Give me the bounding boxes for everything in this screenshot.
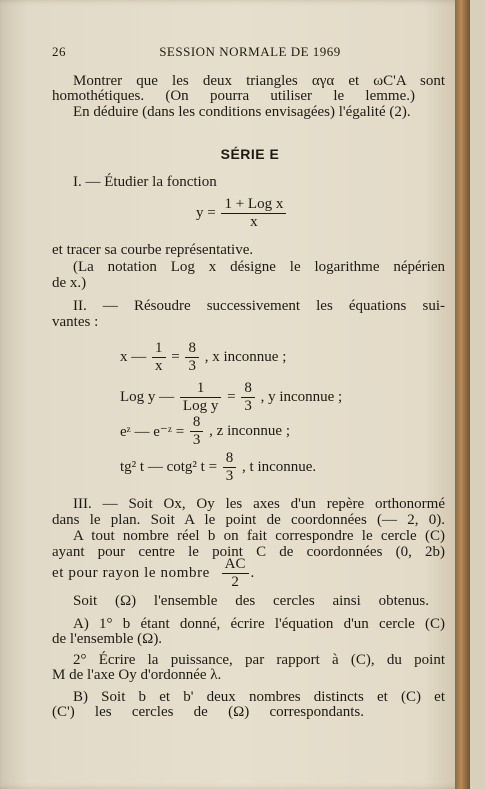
period: . xyxy=(250,565,255,581)
numerator: 1 xyxy=(196,380,205,396)
eq1-equals: = xyxy=(171,349,180,365)
part3-line-6: Soit (Ω) l'ensemble des cercles ainsi obtenus. xyxy=(73,593,429,609)
equation-3 xyxy=(120,414,290,449)
part1-line-1: I. — Étudier la fonction xyxy=(73,174,217,190)
part3-line-3: A tout nombre réel b on fait correspondre le cercle (C) xyxy=(73,528,445,544)
equation-1 xyxy=(120,340,286,375)
numerator: 8 xyxy=(188,340,196,356)
eq2-equals: = xyxy=(227,389,236,405)
equation-2 xyxy=(120,380,342,415)
part3-A1: A) 1° b étant donné, écrire l'équation d'un cercle (C) xyxy=(73,616,445,632)
numerator: 1 xyxy=(155,340,163,356)
part3-line-1: III. — Soit Ox, Oy les axes d'un repère orthonormé xyxy=(73,496,445,512)
part3-A2: de l'ensemble (Ω). xyxy=(52,631,163,647)
equation-4 xyxy=(120,450,316,485)
serie-title: SÉRIE E xyxy=(220,146,280,162)
part1-equation xyxy=(196,196,288,231)
part1-line-2: et tracer sa courbe représentative. xyxy=(52,242,254,258)
part3-B1: B) Soit b et b' deux nombres distincts et (C) et xyxy=(73,689,445,705)
fraction-denominator: x xyxy=(221,213,286,231)
numerator: AC xyxy=(224,556,246,572)
part1-line-3: (La notation Log x désigne le logarithme népérien xyxy=(73,259,445,275)
denominator: 3 xyxy=(185,357,199,375)
numerator: 8 xyxy=(244,380,252,396)
intro-line-1: Montrer que les deux triangles αγα et ωC'A sont xyxy=(73,73,445,89)
intro-line-3: En déduire (dans les conditions envisagées) l'égalité (2). xyxy=(73,104,411,120)
page-edge xyxy=(455,0,470,789)
part3-line-2: dans le plan. Soit A le point de coordonnées (— 2, 0). xyxy=(52,512,445,528)
denominator: 3 xyxy=(190,431,204,449)
denominator: 3 xyxy=(241,397,255,415)
eq4-tail: , t inconnue. xyxy=(242,459,317,475)
denominator: Log y xyxy=(180,397,221,415)
part3-A3: 2° Écrire la puissance, par rapport à (C), du point xyxy=(73,652,445,668)
part3-line-5: et pour rayon le nombre xyxy=(52,565,210,581)
eq1-tail: , x inconnue ; xyxy=(204,349,287,365)
denominator: 3 xyxy=(223,467,237,485)
eq4-lhs: tg² t — cotg² t = xyxy=(120,459,218,475)
part3-A4: M de l'axe Oy d'ordonnée λ. xyxy=(52,667,222,683)
part3-B2: (C') les cercles de (Ω) correspondants. xyxy=(52,704,364,720)
radius-fraction xyxy=(222,556,249,591)
eq3-lhs: eᶻ — e⁻ᶻ = xyxy=(120,424,185,440)
eq1-lhs: x — xyxy=(120,349,147,365)
part3-radius-line xyxy=(52,556,254,591)
fraction-numerator: 1 + Log x xyxy=(224,196,284,212)
denominator: 2 xyxy=(222,573,249,591)
part1-line-4: de x.) xyxy=(52,275,87,291)
eq-lhs: y = xyxy=(196,205,216,221)
eq1-fraction-a xyxy=(152,340,166,375)
eq2-lhs: Log y — xyxy=(120,389,175,405)
eq3-tail: , z inconnue ; xyxy=(209,423,290,439)
part3-line-4: ayant pour centre le point C de coordonnées (0, 2b) xyxy=(52,544,445,560)
intro-line-2: homothétiques. (On pourra utiliser le lemme.) xyxy=(52,88,415,104)
eq4-fraction xyxy=(223,450,237,485)
eq2-fraction-b xyxy=(241,380,255,415)
denominator: x xyxy=(152,357,166,375)
part2-line-1: II. — Résoudre successivement les équations sui- xyxy=(73,298,445,314)
eq3-fraction xyxy=(190,414,204,449)
running-title: SESSION NORMALE DE 1969 xyxy=(159,44,341,59)
numerator: 8 xyxy=(192,414,201,430)
part2-line-2: vantes : xyxy=(52,314,99,330)
fraction xyxy=(221,196,286,231)
page-number: 26 xyxy=(52,44,66,59)
numerator: 8 xyxy=(225,450,234,466)
eq1-fraction-b xyxy=(185,340,199,375)
eq2-tail: , y inconnue ; xyxy=(260,389,343,405)
eq2-fraction-a xyxy=(180,380,221,415)
